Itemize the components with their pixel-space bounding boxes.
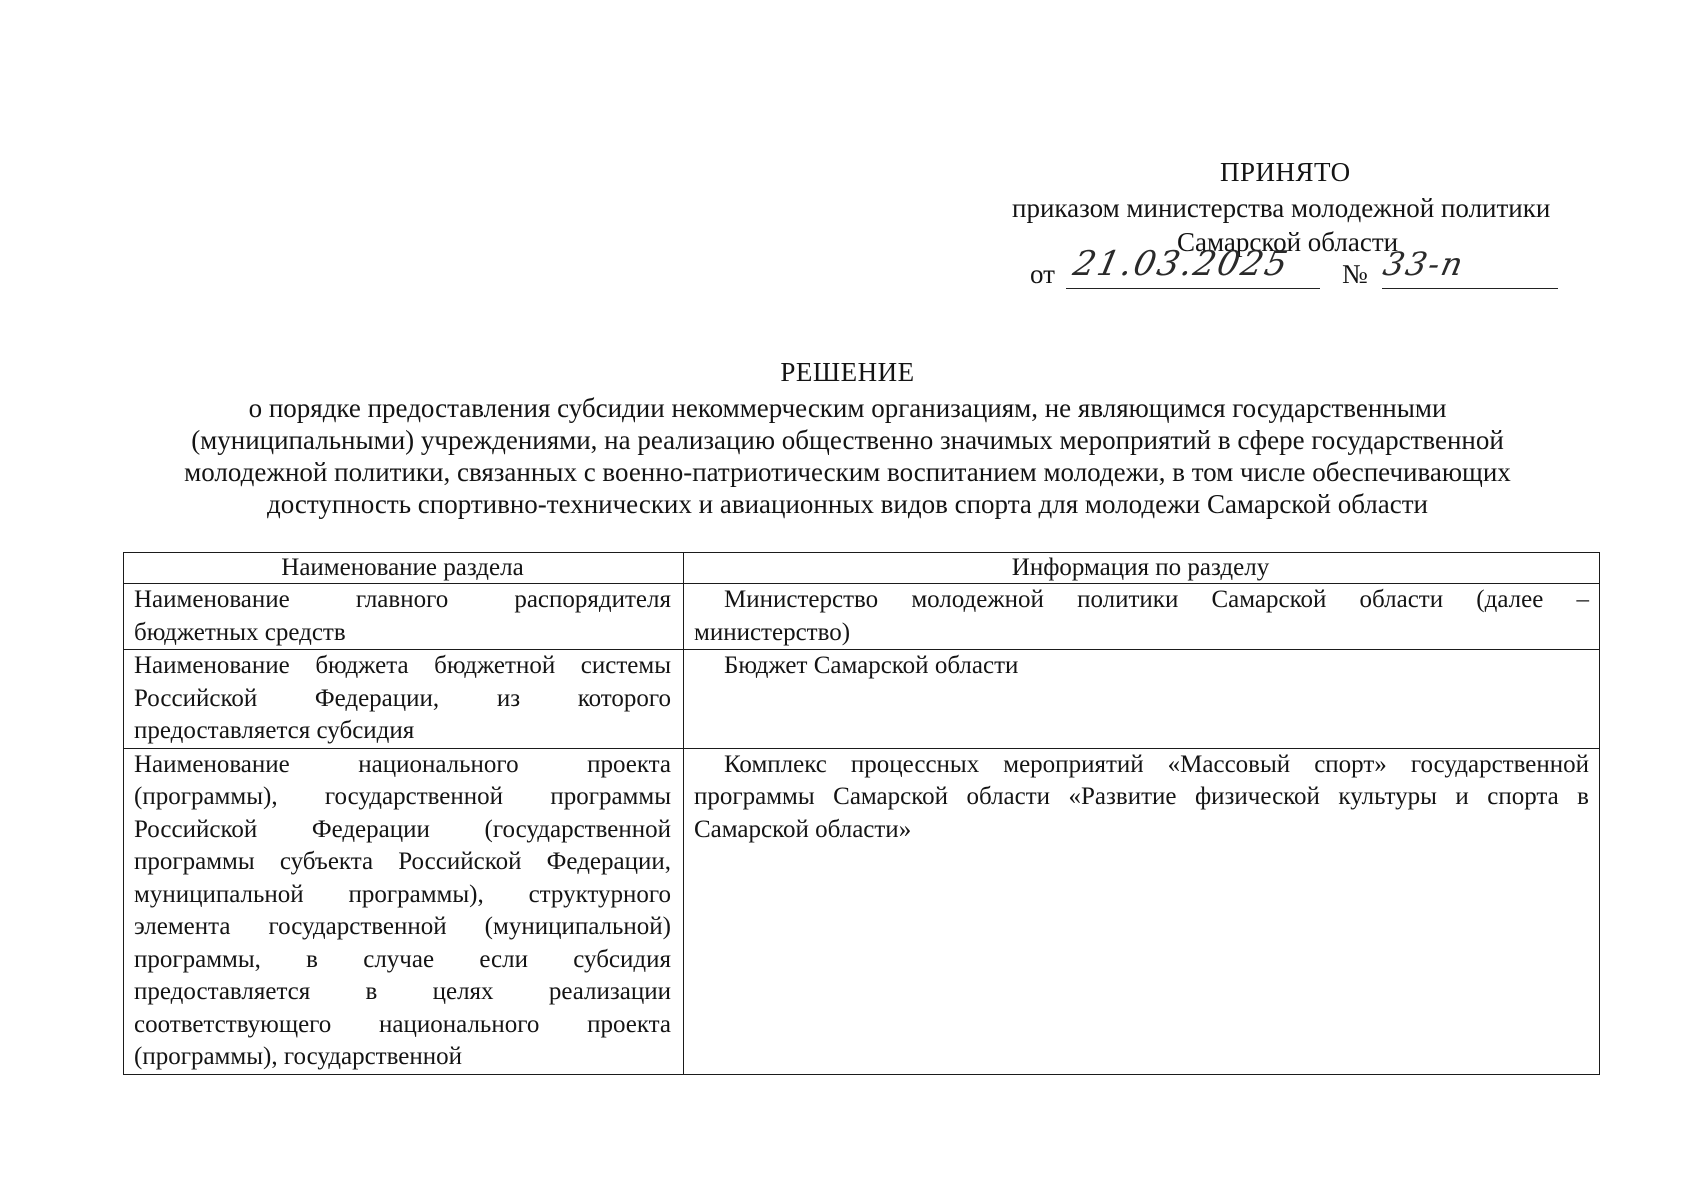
document-title: РЕШЕНИЕ — [780, 357, 915, 387]
document-subtitle-line-2: (муниципальными) учреждениями, на реализацию общественно значимых мероприятий в сфере государственной — [191, 425, 1504, 455]
section-info-text: Министерство молодежной политики Самарской области (далее – министерство) — [694, 586, 1589, 646]
document-subtitle-line-3: молодежной политики, связанных с военно-патриотическим воспитанием молодежи, в том числе обеспечивающих — [184, 457, 1511, 487]
cell-section-info — [684, 584, 1600, 650]
approval-title: ПРИНЯТО — [1220, 157, 1351, 187]
document-subtitle-line-4: доступность спортивно-технических и авиационных видов спорта для молодежи Самарской области — [267, 489, 1428, 519]
document-subtitle-line-1: о порядке предоставления субсидии некоммерческим организациям, не являющимся государственными — [248, 393, 1447, 423]
section-info-text: Бюджет Самарской области — [724, 652, 1019, 679]
table-row — [124, 650, 1600, 749]
cell-section-name — [124, 748, 684, 1074]
cell-section-name — [124, 650, 684, 749]
table-row — [124, 584, 1600, 650]
section-name-text: Наименование главного распорядителя бюджетных средств — [134, 586, 671, 646]
approval-order-line: приказом министерства молодежной политики — [1012, 193, 1551, 223]
header-section-info: Информация по разделу — [684, 553, 1600, 584]
section-name-text: Наименование бюджета бюджетной системы Российской Федерации, из которого предоставляется субсидия — [134, 652, 671, 744]
cell-section-info — [684, 748, 1600, 1074]
section-info-text: Комплекс процессных мероприятий «Массовый спорт» государственной программы Самарской области «Развитие физической культуры и спорта в Самарской области» — [694, 750, 1589, 843]
handwritten-number: 33-п — [1379, 245, 1469, 283]
cell-section-name — [124, 584, 684, 650]
table-header-row — [124, 553, 1600, 584]
cell-section-info — [684, 650, 1600, 749]
date-field — [1066, 244, 1320, 289]
approval-region-line: Самарской области — [1177, 227, 1399, 257]
number-field — [1379, 245, 1558, 289]
section-info-table — [123, 552, 1600, 1075]
table-row — [124, 748, 1600, 1074]
approval-date-number-row — [1030, 244, 1550, 296]
handwritten-date: 21.03.2025 — [1069, 244, 1293, 284]
header-section-name: Наименование раздела — [124, 553, 684, 584]
number-prefix: № — [1342, 259, 1368, 289]
date-prefix: от — [1030, 259, 1055, 289]
section-name-text: Наименование национального проекта (программы), государственной программы Российской Федерации (государственной программы субъекта Российской Федерации, муниципальной программы), структурного элемента государственной (муниципальной) программы, в случае если субсидия предоставляется в целях реализации соответствующего национального проекта (программы), государственной — [134, 750, 671, 1070]
